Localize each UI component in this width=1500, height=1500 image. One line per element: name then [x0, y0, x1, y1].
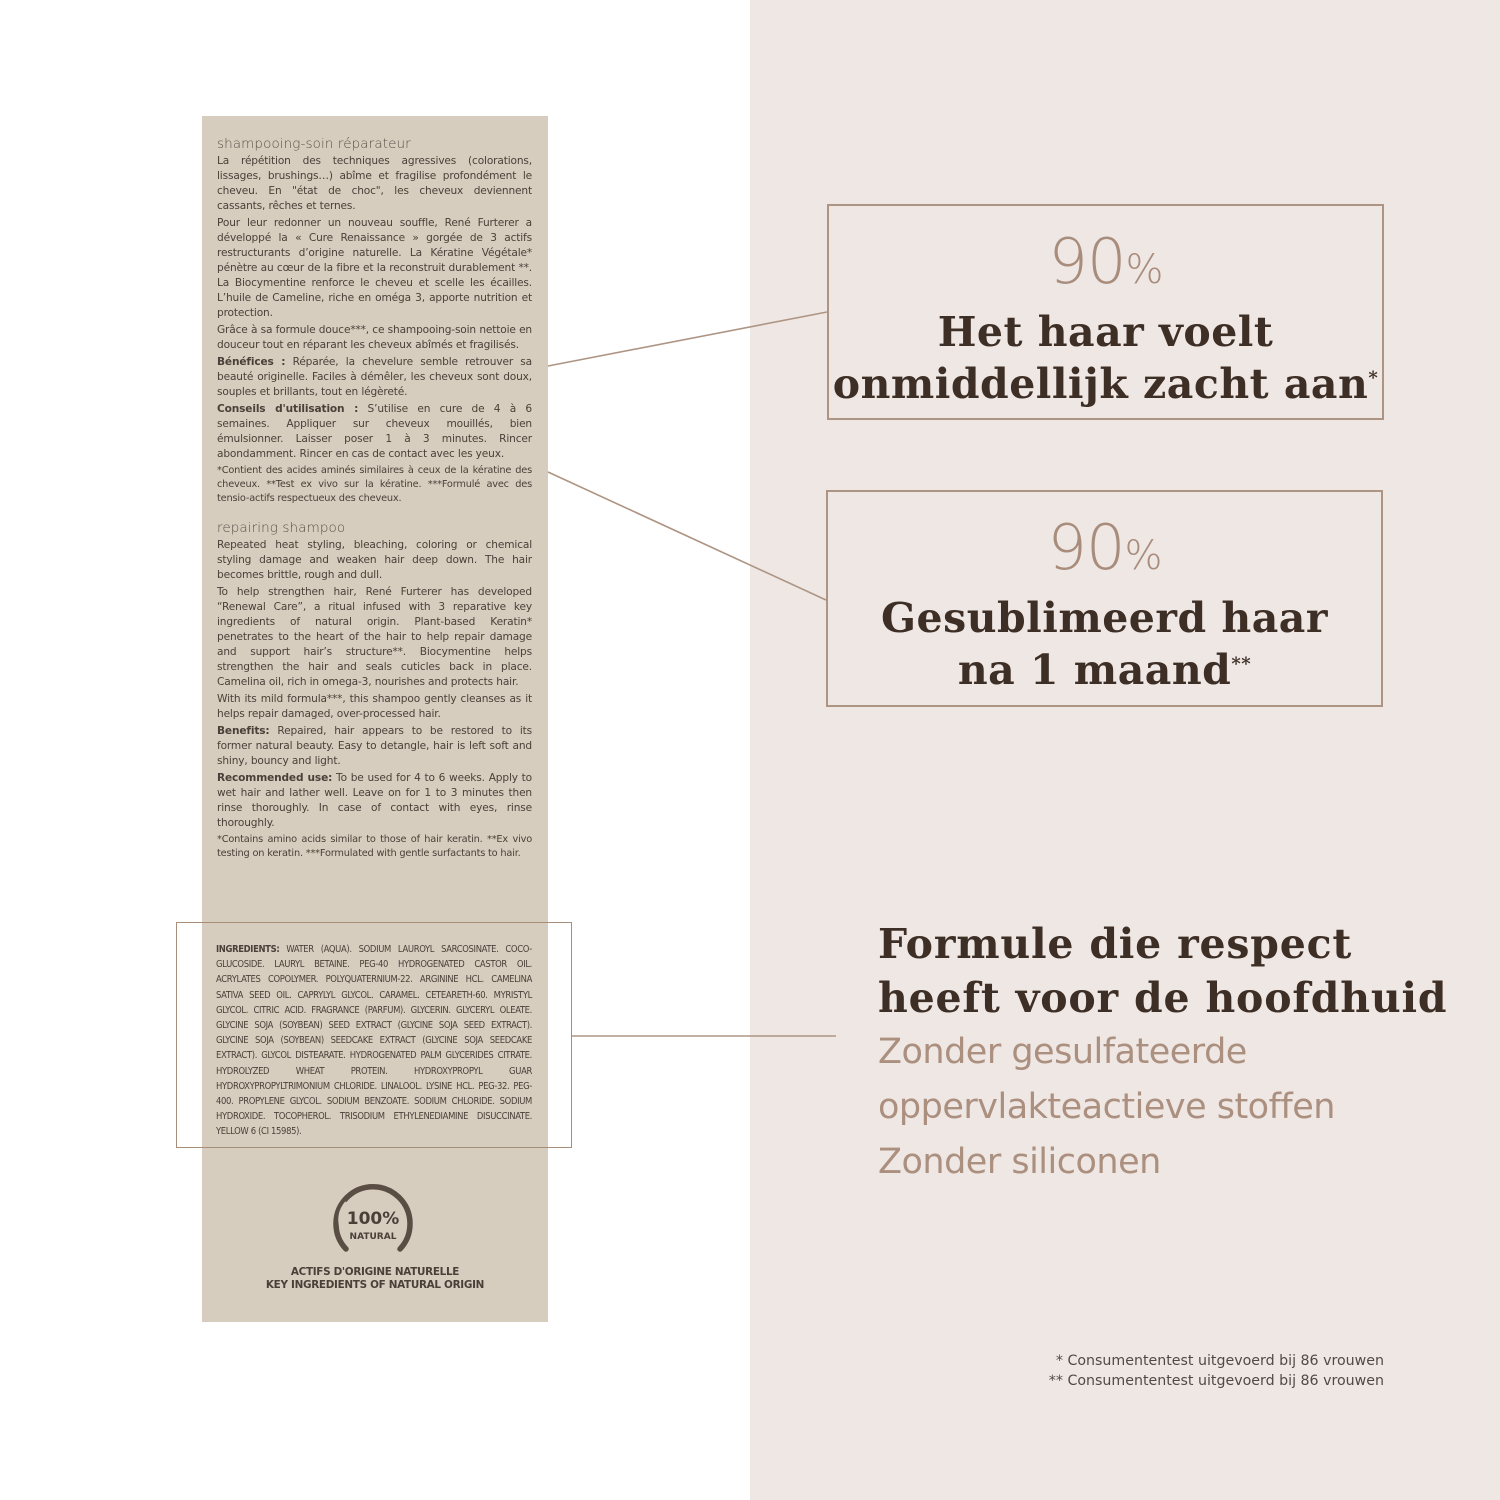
label-benefits-en-text: Repaired, hair appears to be restored to its former natural beauty. Easy to detangle, hair is left soft and shiny, bouncy and light.: [217, 725, 533, 767]
stat-percentage: [829, 225, 1382, 302]
stat-claim-line-2-wrap: [828, 644, 1381, 696]
label-paragraph-fr-1: La répétition des techniques agressives (colorations, lissages, brushings…) abîme et fragilise profondément le cheveu. En "état de choc", les cheveux deviennent cassants, rêches et ternes.: [217, 155, 532, 212]
label-paragraph-fr-3: Grâce à sa formule douce***, ce shampooing-soin nettoie en douceur tout en réparant les cheveux abîmés et fragilisés.: [217, 324, 532, 351]
label-usage-en-text: To be used for 4 to 6 weeks. Apply to wet hair and lather well. Leave on for 1 to 3 minutes then rinse thoroughly. In case of contact with eyes, rinse thoroughly.: [217, 772, 533, 829]
badge-percent: 100%: [346, 1209, 400, 1229]
label-usage-en-label: Recommended use:: [217, 772, 333, 784]
label-paragraph-en-2: To help strengthen hair, René Furterer has developed “Renewal Care”, a ritual infused with 3 reparative key ingredients of natural origin. Plant-based Keratin* penetrates to the heart of the hair to help repair damage and support hair’s structure**. Biocymentine helps strengthen the hair and seals cuticles back in place. Camelina oil, rich in omega-3, nourishes and protects hair.: [217, 586, 532, 688]
formula-claim-line-3: Zonder siliconen: [878, 1142, 1161, 1182]
label-usage-fr-text: S’utilise en cure de 4 à 6 semaines. Appliquer sur cheveux mouillés, bien émulsionner. Laisser poser 1 à 3 minutes. Rincer abondamment. Rincer en cas de contact avec les yeux.: [217, 403, 533, 460]
stat-number: 90: [1047, 511, 1125, 584]
stat-footnote-mark: **: [1231, 653, 1252, 675]
label-benefits-en-label: Benefits:: [217, 725, 270, 737]
stat-claim-line-2-wrap: [829, 358, 1382, 410]
label-title-fr: shampooing-soin réparateur: [217, 136, 411, 152]
stat-footnote-mark: *: [1368, 367, 1379, 389]
stat-box-soft-hair: [827, 204, 1384, 420]
footnote-1: * Consumententest uitgevoerd bij 86 vrouwen: [1055, 1353, 1384, 1369]
stat-claim: [828, 592, 1381, 696]
label-usage-fr-label: Conseils d'utilisation :: [217, 403, 359, 415]
stat-claim-line-2: na 1 maand: [957, 646, 1232, 694]
label-paragraph-fr-2: Pour leur redonner un nouveau souffle, René Furterer a développé la « Cure Renaissance » gorgée de 3 actifs restructurants d’origine naturelle. La Kératine Végétale* pénètre au cœur de la fibre et la reconstruit durablement **. La Biocymentine renforce le cheveu et scelle les écailles. L’huile de Cameline, riche en oméga 3, apporte nutrition et protection.: [217, 217, 532, 319]
stat-claim-line-1: Gesublimeerd haar: [881, 594, 1328, 642]
stat-unit: %: [1124, 533, 1162, 579]
label-benefits-fr-text: Réparée, la chevelure semble retrouver sa beauté originelle. Faciles à démêler, les cheveux sont doux, souples et brillants, tout en légèreté.: [217, 356, 532, 398]
stat-claim-line-2: onmiddellijk zacht aan: [832, 360, 1369, 408]
formula-claim-line-2: oppervlakteactieve stoffen: [878, 1087, 1335, 1127]
stat-percentage: [828, 511, 1381, 588]
formula-title-line-2: heeft voor de hoofdhuid: [878, 974, 1448, 1022]
footnote-2: ** Consumententest uitgevoerd bij 86 vrouwen: [1048, 1373, 1384, 1389]
label-paragraph-en-1: Repeated heat styling, bleaching, coloring or chemical styling damage and weaken hair deep down. The hair becomes brittle, rough and dull.: [217, 539, 532, 581]
connector-line-stat-1: [548, 312, 827, 366]
label-footnote-en: *Contains amino acids similar to those of hair keratin. **Ex vivo testing on keratin. ***Formulated with gentle surfactants to hair.: [217, 834, 532, 859]
stat-box-sublimated-hair: [826, 490, 1383, 707]
label-paragraph-en-3: With its mild formula***, this shampoo gently cleanses as it helps repair damaged, over-processed hair.: [217, 693, 532, 720]
label-benefits-fr-label: Bénéfices :: [217, 356, 286, 368]
label-footnote-fr: *Contient des acides aminés similaires à ceux de la kératine des cheveux. **Test ex vivo sur la kératine. ***Formulé avec des tensio-actifs respectueux des cheveux.: [217, 465, 532, 504]
formula-callout: [878, 917, 1488, 1190]
connector-line-stat-2: [548, 472, 826, 600]
label-title-en: repairing shampoo: [217, 520, 346, 536]
stat-unit: %: [1125, 247, 1163, 293]
ingredients-text: WATER (AQUA). SODIUM LAUROYL SARCOSINATE. COCO-GLUCOSIDE. LAURYL BETAINE. PEG-40 HYDROGENATED CASTOR OIL. ACRYLATES COPOLYMER. POLYQUATERNIUM-22. ARGININE HCL. CAMELINA SATIVA SEED OIL. CAPRYLYL GLYCOL. CARAMEL. CETEARETH-60. MYRISTYL GLYCOL. CITRIC ACID. FRAGRANCE (PARFUM). GLYCERIN. GLYCERYL OLEATE. GLYCINE SOJA (SOYBEAN) SEED EXTRACT (GLYCINE SOJA SEED EXTRACT). GLYCINE SOJA (SOYBEAN) SEEDCAKE EXTRACT (GLYCINE SOJA SEEDCAKE EXTRACT). GLYCOL DISTEARATE. HYDROGENATED PALM GLYCERIDES CITRATE. HYDROLYZED WHEAT PROTEIN. HYDROXYPROPYL GUAR HYDROXYPROPYLTRIMONIUM CHLORIDE. LINALOOL. LYSINE HCL. PEG-32. PEG-400. PROPYLENE GLYCOL. SODIUM BENZOATE. SODIUM CHLORIDE. SODIUM HYDROXIDE. TOCOPHEROL. TRISODIUM ETHYLENEDIAMINE DISUCCINATE. YELLOW 6 (CI 15985).: [216, 944, 532, 1138]
stat-number: 90: [1048, 225, 1126, 298]
badge-word: NATURAL: [349, 1232, 397, 1242]
formula-claim-line-1: Zonder gesulfateerde: [878, 1032, 1247, 1072]
natural-origin-fr: ACTIFS D'ORIGINE NATURELLE: [290, 1266, 460, 1278]
stat-claim-line-1: Het haar voelt: [937, 308, 1274, 356]
ingredients-label: INGREDIENTS:: [216, 944, 280, 955]
footnotes: [1049, 1351, 1384, 1391]
natural-origin-en: KEY INGREDIENTS OF NATURAL ORIGIN: [265, 1279, 485, 1291]
formula-title-line-1: Formule die respect: [878, 920, 1353, 968]
stat-claim: [829, 306, 1382, 410]
